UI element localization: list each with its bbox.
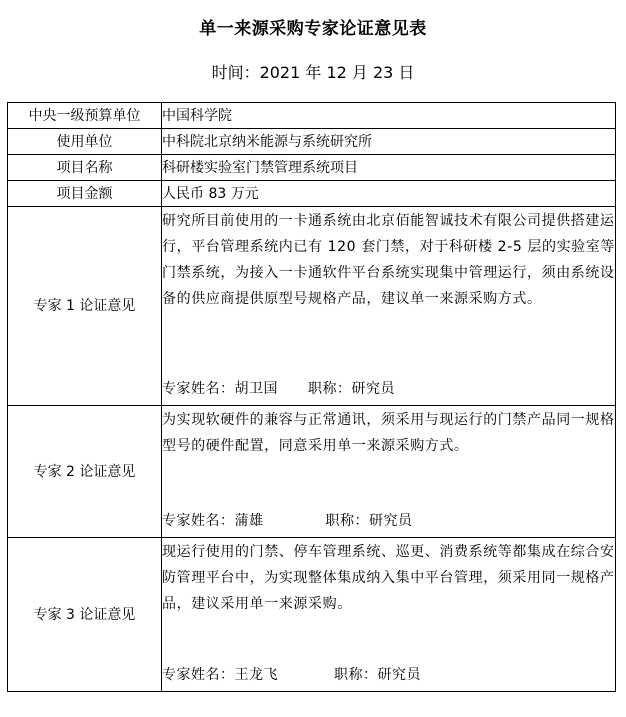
user-unit-value: 中科院北京纳米能源与系统研究所 xyxy=(162,129,616,155)
table-row xyxy=(8,155,616,181)
table-row xyxy=(8,129,616,155)
expert-2-opinion-cell xyxy=(162,406,616,538)
budget-unit-label: 中央一级预算单位 xyxy=(8,103,162,129)
expert-2-title: 研究员 xyxy=(369,513,413,529)
project-name-value: 科研楼实验室门禁管理系统项目 xyxy=(162,155,616,181)
expert-1-title: 研究员 xyxy=(351,381,395,397)
expert-title-label: 职称： xyxy=(334,667,378,683)
expert-3-label: 专家 3 论证意见 xyxy=(8,538,162,692)
expert-name-label: 专家姓名： xyxy=(162,667,235,683)
expert-3-signature xyxy=(162,665,421,685)
expert-2-opinion-text: 为实现软硬件的兼容与正常通讯，须采用与现运行的门禁产品同一规格型号的硬件配置，同意采用单一来源采购方式。 xyxy=(162,412,615,454)
expert-name-label: 专家姓名： xyxy=(162,513,235,529)
project-amount-label: 项目金额 xyxy=(8,181,162,207)
expert-1-name: 胡卫国 xyxy=(234,381,278,397)
expert-1-signature xyxy=(162,379,395,399)
expert-3-opinion-text: 现运行使用的门禁、停车管理系统、巡更、消费系统等都集成在综合安防管理平台中，为实现整体集成纳入集中平台管理，须采用同一规格产品，建议采用单一来源采购。 xyxy=(162,544,615,612)
table-row xyxy=(8,538,616,692)
project-name-label: 项目名称 xyxy=(8,155,162,181)
expert-2-label: 专家 2 论证意见 xyxy=(8,406,162,538)
table-row xyxy=(8,207,616,406)
expert-title-label: 职称： xyxy=(308,381,352,397)
expert-3-title: 研究员 xyxy=(377,667,421,683)
table-row xyxy=(8,103,616,129)
expert-name-label: 专家姓名： xyxy=(162,381,235,397)
expert-2-signature xyxy=(162,511,413,531)
expert-3-name: 王龙飞 xyxy=(234,667,278,683)
user-unit-label: 使用单位 xyxy=(8,129,162,155)
document-title: 单一来源采购专家论证意见表 xyxy=(199,19,427,39)
expert-1-label: 专家 1 论证意见 xyxy=(8,207,162,406)
expert-2-name: 蒲雄 xyxy=(234,513,264,529)
document-date: 时间：2021 年 12 月 23 日 xyxy=(211,63,415,82)
expert-3-opinion-cell xyxy=(162,538,616,692)
expert-1-opinion-cell xyxy=(162,207,616,406)
expert-1-opinion-text: 研究所目前使用的一卡通系统由北京佰能智诚技术有限公司提供搭建运行，平台管理系统内已有 120 套门禁，对于科研楼 2-5 层的实验室等门禁系统，为接入一卡通软件平台系统实现集中管理运行，须由系统设备的供应商提供原型号规格产品，建议单一来源采购方式。 xyxy=(162,213,615,307)
table-row xyxy=(8,406,616,538)
project-amount-value: 人民币 83 万元 xyxy=(162,181,616,207)
table-row xyxy=(8,181,616,207)
expert-title-label: 职称： xyxy=(325,513,369,529)
budget-unit-value: 中国科学院 xyxy=(162,103,616,129)
opinion-form-table xyxy=(7,102,616,692)
